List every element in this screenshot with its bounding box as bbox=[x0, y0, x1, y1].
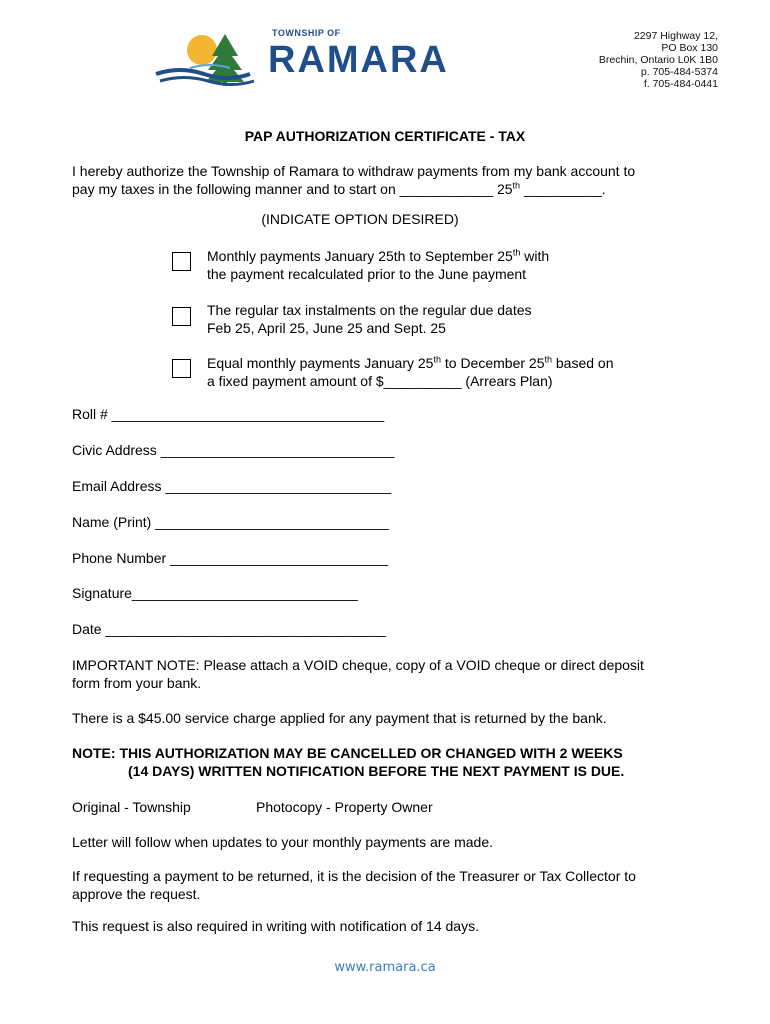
logo-township-of: TOWNSHIP OF bbox=[272, 28, 341, 38]
intro-line-2-text: pay my taxes in the following manner and to start on ____________ 25 bbox=[72, 181, 513, 197]
cancellation-note bbox=[72, 744, 624, 780]
option-text: Equal monthly payments January 25 bbox=[207, 355, 434, 371]
option-text: The regular tax instalments on the regular due dates bbox=[207, 302, 532, 318]
writing-required-text: This request is also required in writing with notification of 14 days. bbox=[72, 918, 479, 934]
phone-number-field[interactable]: Phone Number ____________________________ bbox=[72, 550, 389, 566]
date-field[interactable]: Date ____________________________________ bbox=[72, 621, 386, 637]
returned-line: If requesting a payment to be returned, it is the decision of the Treasurer or Tax Collector to bbox=[72, 868, 636, 884]
option-text: a fixed payment amount of $__________ (Arrears Plan) bbox=[207, 373, 553, 389]
option-text: with bbox=[520, 248, 550, 264]
intro-line-1: I hereby authorize the Township of Ramara to withdraw payments from my bank account to bbox=[72, 163, 636, 179]
intro-text bbox=[72, 162, 635, 198]
important-note bbox=[72, 656, 644, 692]
phone-line: p. 705-484-5374 bbox=[640, 66, 718, 78]
option-text: Feb 25, April 25, June 25 and Sept. 25 bbox=[207, 320, 446, 336]
address-line: 2297 Highway 12, bbox=[633, 30, 718, 42]
intro-line-2 bbox=[72, 180, 635, 198]
note-line: (14 DAYS) WRITTEN NOTIFICATION BEFORE THE NEXT PAYMENT IS DUE. bbox=[128, 763, 625, 779]
superscript: th bbox=[512, 247, 521, 258]
important-note-line: form from your bank. bbox=[72, 675, 202, 691]
option-equal-checkbox[interactable] bbox=[172, 359, 191, 378]
website-link[interactable]: www.ramara.ca bbox=[334, 960, 436, 975]
option-monthly-text bbox=[207, 247, 549, 283]
option-regular-checkbox[interactable] bbox=[172, 307, 191, 326]
email-address-field[interactable]: Email Address _____________________________ bbox=[72, 478, 392, 494]
option-regular-text bbox=[207, 301, 532, 337]
service-charge-text: There is a $45.00 service charge applied for any payment that is returned by the bank. bbox=[72, 710, 607, 726]
ramara-logo bbox=[150, 28, 450, 88]
indicate-option-heading: (INDICATE OPTION DESIRED) bbox=[261, 211, 459, 227]
returned-line: approve the request. bbox=[72, 886, 201, 902]
note-line: NOTE: THIS AUTHORIZATION MAY BE CANCELLED OR CHANGED WITH 2 WEEKS bbox=[72, 745, 623, 761]
logo-ramara: RAMARA bbox=[268, 39, 449, 81]
returned-payment-text bbox=[72, 867, 636, 903]
civic-address-field[interactable]: Civic Address ______________________________ bbox=[72, 442, 395, 458]
signature-field[interactable]: Signature_____________________________ bbox=[72, 585, 358, 601]
superscript: th bbox=[433, 354, 441, 365]
option-text: to December 25 bbox=[440, 355, 545, 371]
fax-line: f. 705-484-0441 bbox=[643, 78, 718, 90]
document-title: PAP AUTHORIZATION CERTIFICATE - TAX bbox=[244, 128, 526, 144]
address-block bbox=[599, 30, 718, 90]
name-print-field[interactable]: Name (Print) ______________________________ bbox=[72, 514, 389, 530]
address-line: PO Box 130 bbox=[661, 42, 718, 54]
roll-number-field[interactable]: Roll # ___________________________________ bbox=[72, 406, 385, 422]
copy-original: Original - Township bbox=[72, 799, 191, 815]
superscript: th bbox=[512, 180, 521, 191]
important-note-line: IMPORTANT NOTE: Please attach a VOID cheque, copy of a VOID cheque or direct deposit bbox=[72, 657, 644, 673]
option-text: based on bbox=[552, 355, 614, 371]
option-text: the payment recalculated prior to the June payment bbox=[207, 266, 527, 282]
option-monthly-checkbox[interactable] bbox=[172, 252, 191, 271]
letter-follow-text: Letter will follow when updates to your monthly payments are made. bbox=[72, 834, 493, 850]
address-line: Brechin, Ontario L0K 1B0 bbox=[598, 54, 718, 66]
intro-line-2-end: __________. bbox=[520, 181, 606, 197]
option-text: Monthly payments January 25th to September 25 bbox=[207, 248, 513, 264]
superscript: th bbox=[544, 354, 552, 365]
option-equal-text bbox=[207, 354, 614, 390]
tree-sun-logo-icon bbox=[150, 28, 270, 88]
copy-photocopy: Photocopy - Property Owner bbox=[256, 799, 433, 815]
